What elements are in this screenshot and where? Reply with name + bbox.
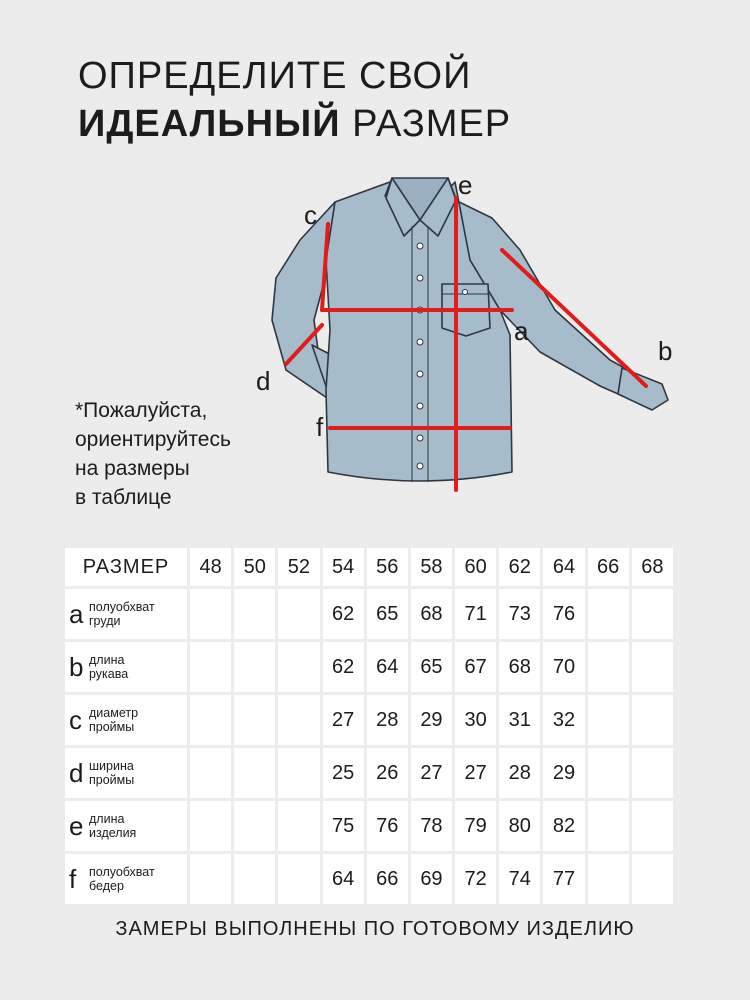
description-line-2: груди [89, 614, 121, 628]
table-cell: 75 [323, 801, 364, 851]
table-cell: 62 [323, 642, 364, 692]
note-line-3: на размеры [75, 457, 190, 480]
table-row [65, 801, 673, 851]
table-cell [278, 589, 319, 639]
description-line-2: проймы [89, 720, 135, 734]
table-cell: 76 [543, 589, 584, 639]
measurement-description [89, 759, 134, 787]
table-cell [278, 748, 319, 798]
table-cell: 67 [455, 642, 496, 692]
measurement-description [89, 706, 138, 734]
footer-note: ЗАМЕРЫ ВЫПОЛНЕНЫ ПО ГОТОВОМУ ИЗДЕЛИЮ [115, 918, 635, 940]
measurement-label [65, 854, 187, 904]
table-cell [234, 695, 275, 745]
table-cell: 29 [543, 748, 584, 798]
shirt-illustration [272, 178, 668, 482]
table-cell [234, 801, 275, 851]
size-header-cell: 66 [588, 548, 629, 586]
description-line-2: изделия [89, 826, 137, 840]
measurement-letter: c [69, 704, 82, 735]
title-rest: РАЗМЕР [340, 103, 512, 145]
table-cell [190, 748, 231, 798]
description-line-1: диаметр [89, 706, 139, 720]
description-line-1: длина [89, 812, 125, 826]
size-header-cell: 52 [278, 548, 319, 586]
table-row [65, 854, 673, 904]
table-cell: 64 [367, 642, 408, 692]
table-cell: 76 [367, 801, 408, 851]
measurement-label [65, 589, 187, 639]
title-line-1: ОПРЕДЕЛИТЕ СВОЙ [78, 55, 472, 97]
measurement-letter: b [69, 651, 84, 682]
table-cell [234, 748, 275, 798]
size-header-row [65, 548, 673, 586]
table-cell [190, 801, 231, 851]
measurement-label [65, 695, 187, 745]
table-row [65, 695, 673, 745]
table-cell: 78 [411, 801, 452, 851]
description-line-1: полуобхват [89, 865, 155, 879]
table-cell: 29 [411, 695, 452, 745]
table-cell: 74 [499, 854, 540, 904]
table-cell [588, 748, 629, 798]
table-cell: 77 [543, 854, 584, 904]
size-header-cell: 50 [234, 548, 275, 586]
table-cell: 66 [367, 854, 408, 904]
table-cell [190, 642, 231, 692]
table-cell: 71 [455, 589, 496, 639]
table-cell: 80 [499, 801, 540, 851]
table-cell: 31 [499, 695, 540, 745]
size-header-cell: 58 [411, 548, 452, 586]
table-cell: 82 [543, 801, 584, 851]
size-header-cell: 54 [323, 548, 364, 586]
table-cell [632, 589, 673, 639]
description-line-2: бедер [89, 879, 124, 893]
measurement-letter: e [69, 810, 84, 841]
label-d: d [256, 366, 271, 396]
label-c: c [304, 200, 317, 230]
measurement-letter: a [69, 598, 84, 629]
size-header-cell: 60 [455, 548, 496, 586]
size-header-cell: 62 [499, 548, 540, 586]
label-a: a [514, 316, 529, 346]
size-header-cell: 68 [632, 548, 673, 586]
table-cell: 26 [367, 748, 408, 798]
label-e: e [458, 170, 473, 200]
table-cell: 62 [323, 589, 364, 639]
table-cell [588, 589, 629, 639]
table-cell: 73 [499, 589, 540, 639]
label-f: f [316, 412, 324, 442]
table-cell [632, 748, 673, 798]
note-line-2: ориентируйтесь [75, 428, 231, 451]
table-cell [190, 695, 231, 745]
title-bold-word: ИДЕАЛЬНЫЙ [78, 103, 341, 145]
table-cell [234, 854, 275, 904]
table-cell: 25 [323, 748, 364, 798]
table-cell: 70 [543, 642, 584, 692]
table-cell: 32 [543, 695, 584, 745]
description-line-2: рукава [89, 667, 129, 681]
table-cell: 28 [499, 748, 540, 798]
note-line-4: в таблице [75, 486, 172, 509]
size-table [62, 545, 676, 907]
table-cell [278, 695, 319, 745]
size-header-cell: 56 [367, 548, 408, 586]
table-cell: 27 [411, 748, 452, 798]
label-b: b [658, 336, 673, 366]
table-cell [278, 854, 319, 904]
table-cell [588, 695, 629, 745]
table-cell [632, 801, 673, 851]
measurement-description [89, 600, 155, 628]
table-row [65, 642, 673, 692]
table-cell [234, 642, 275, 692]
table-cell [234, 589, 275, 639]
table-cell: 72 [455, 854, 496, 904]
table-cell: 65 [411, 642, 452, 692]
table-cell [588, 801, 629, 851]
table-cell: 27 [323, 695, 364, 745]
description-line-1: полуобхват [89, 600, 155, 614]
note-line-1: *Пожалуйста, [75, 399, 208, 422]
table-cell [632, 642, 673, 692]
measurement-description [89, 812, 136, 840]
table-cell: 27 [455, 748, 496, 798]
table-cell [190, 589, 231, 639]
size-header-label: РАЗМЕР [65, 548, 187, 586]
table-cell: 65 [367, 589, 408, 639]
table-cell: 30 [455, 695, 496, 745]
table-cell: 69 [411, 854, 452, 904]
table-row [65, 589, 673, 639]
table-cell [632, 854, 673, 904]
size-header-cell: 48 [190, 548, 231, 586]
table-cell: 68 [411, 589, 452, 639]
table-cell [588, 854, 629, 904]
size-header-cell: 64 [543, 548, 584, 586]
size-note [75, 396, 231, 512]
measurement-letter: f [69, 863, 77, 894]
description-line-1: длина [89, 653, 125, 667]
table-cell [632, 695, 673, 745]
title-line-2 [78, 100, 511, 148]
description-line-2: проймы [89, 773, 135, 787]
table-cell [190, 854, 231, 904]
table-cell [278, 801, 319, 851]
size-table-body [65, 589, 673, 904]
table-cell: 79 [455, 801, 496, 851]
table-row [65, 748, 673, 798]
description-line-1: ширина [89, 759, 134, 773]
measurement-description [89, 865, 155, 893]
measurement-label [65, 801, 187, 851]
measurement-label [65, 748, 187, 798]
table-cell [588, 642, 629, 692]
table-cell: 64 [323, 854, 364, 904]
measurement-description [89, 653, 128, 681]
measurement-label [65, 642, 187, 692]
page-title [78, 52, 511, 148]
right-cuff [618, 368, 668, 410]
table-cell: 68 [499, 642, 540, 692]
measurement-letter: d [69, 757, 84, 788]
table-cell: 28 [367, 695, 408, 745]
table-cell [278, 642, 319, 692]
